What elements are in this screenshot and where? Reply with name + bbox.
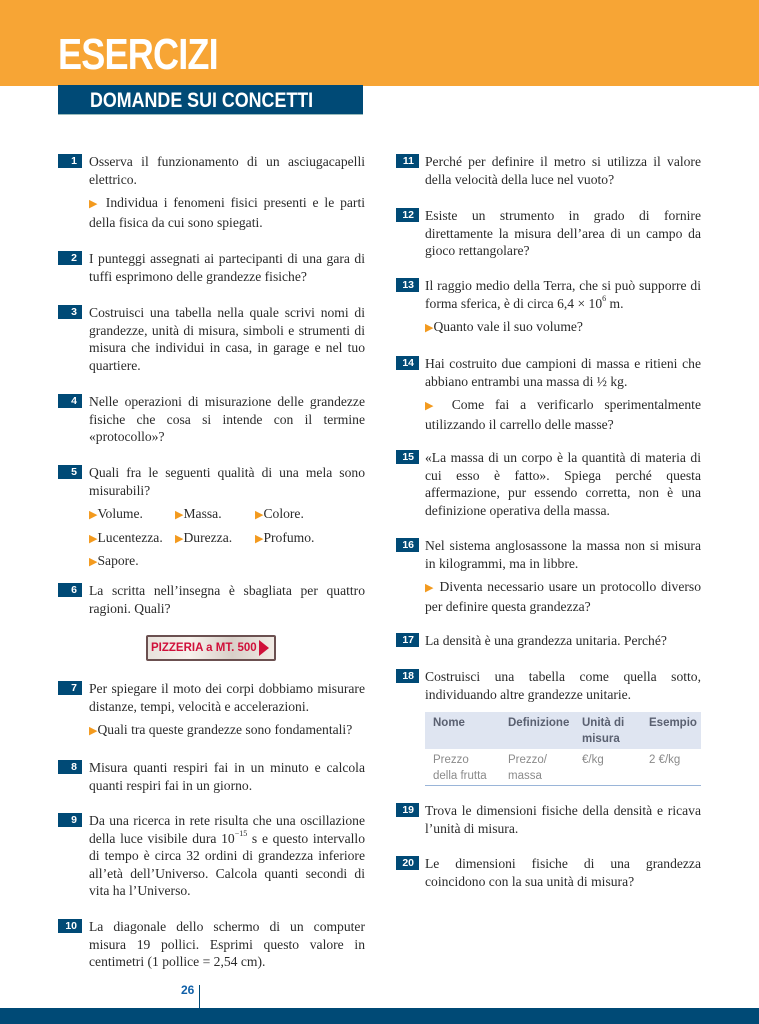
exercise-7 bbox=[71, 680, 365, 741]
sub-question bbox=[89, 721, 365, 741]
options-list bbox=[89, 505, 365, 572]
arrow-icon: ▶ bbox=[89, 198, 100, 211]
exercise-number: 13 bbox=[396, 278, 419, 292]
exercise-number: 7 bbox=[58, 681, 82, 695]
arrow-icon: ▶ bbox=[255, 509, 264, 522]
exercise-18 bbox=[402, 668, 701, 703]
exercise-14 bbox=[402, 355, 701, 433]
exercise-20 bbox=[402, 855, 701, 890]
arrow-icon: ▶ bbox=[255, 532, 264, 545]
page-number: 26 bbox=[181, 983, 195, 997]
unit-quantities-table bbox=[425, 712, 701, 786]
exercise-number: 3 bbox=[58, 305, 82, 319]
question-text: Hai costruito due campioni di massa e ritieni che abbiano entrambi una massa di ½ kg. bbox=[425, 356, 701, 389]
sub-question-text: Quanto vale il suo volume? bbox=[433, 319, 583, 335]
exercise-12 bbox=[402, 207, 701, 260]
question-text: Esiste un strumento in grado di fornire direttamente la misura dell’area di un campo da gioco rettangolare? bbox=[425, 208, 701, 259]
arrow-icon: ▶ bbox=[89, 556, 98, 569]
exercise-4 bbox=[71, 393, 365, 446]
exercise-number: 17 bbox=[396, 633, 419, 647]
exercise-number: 9 bbox=[58, 813, 82, 827]
sign-text: PIZZERIA a MT. 500 bbox=[151, 642, 257, 654]
question-text: La densità è una grandezza unitaria. Perché? bbox=[425, 633, 667, 648]
section-title: DOMANDE SUI CONCETTI bbox=[90, 89, 314, 112]
arrow-icon: ▶ bbox=[425, 322, 434, 335]
exercise-number: 6 bbox=[58, 583, 82, 597]
exercise-number: 5 bbox=[58, 465, 82, 479]
sub-question bbox=[425, 396, 701, 433]
table-cell: €/kg bbox=[574, 749, 641, 786]
exercise-6 bbox=[71, 582, 365, 617]
exercise-number: 2 bbox=[58, 251, 82, 265]
option: ▶Lucentezza. bbox=[89, 529, 163, 545]
sub-question-text: Quali tra queste grandezze sono fondamentali? bbox=[97, 722, 353, 738]
question-text: Costruisci una tabella come quella sotto, individuando altre grandezze unitarie. bbox=[425, 669, 701, 702]
exercise-11 bbox=[402, 153, 701, 188]
arrow-icon: ▶ bbox=[425, 582, 435, 595]
exercise-number: 14 bbox=[396, 356, 419, 370]
sub-question bbox=[89, 194, 365, 231]
question-text: Nelle operazioni di misurazione delle grandezze fisiche che cosa si intende con il termine «protocollo»? bbox=[89, 394, 365, 445]
exercise-number: 19 bbox=[396, 803, 419, 817]
arrow-icon: ▶ bbox=[175, 509, 184, 522]
column-header: Definizione bbox=[500, 712, 574, 749]
option: ▶Massa. bbox=[175, 506, 222, 522]
question-text: «La massa di un corpo è la quantità di materia di cui esso è fatto». Spiega perché questa affermazione, pur essendo corretta, non è una definizione operativa della massa. bbox=[425, 450, 701, 518]
option: ▶Durezza. bbox=[175, 529, 233, 545]
exercise-8 bbox=[71, 759, 365, 794]
question-text: Trova le dimensioni fisiche della densità e ricava l’unità di misura. bbox=[425, 803, 701, 836]
exercise-number: 16 bbox=[396, 538, 419, 552]
exercise-3 bbox=[71, 304, 365, 374]
exercise-number: 10 bbox=[58, 919, 82, 933]
exercise-1 bbox=[71, 153, 365, 231]
question-text: Il raggio medio della Terra, che si può supporre di forma sferica, è di circa $6,4 \times 10^6$ m. bbox=[425, 278, 701, 311]
sub-question bbox=[425, 578, 701, 615]
exercise-number: 8 bbox=[58, 760, 82, 774]
exercise-13 bbox=[402, 277, 701, 338]
exercise-number: 18 bbox=[396, 669, 419, 683]
question-text: Osserva il funzionamento di un asciugacapelli elettrico. bbox=[89, 154, 365, 187]
question-text: Le dimensioni fisiche di una grandezza coincidono con la sua unità di misura? bbox=[425, 856, 701, 889]
page-number-divider bbox=[199, 985, 200, 1009]
question-text: Da una ricerca in rete risulta che una oscillazione della luce visibile dura $10^{-15}$ s e questo intervallo di tempo è circa 32 ordini di grandezza inferiore all’età dell’Universo. Calcola quanti secondi di vita ha l’Universo. bbox=[89, 813, 365, 899]
option: ▶Sapore. bbox=[89, 553, 139, 569]
option: ▶Profumo. bbox=[255, 529, 315, 545]
table-cell: 2 €/kg bbox=[641, 749, 701, 786]
sub-question-text: Individua i fenomeni fisici presenti e le parti della fisica da cui sono spiegati. bbox=[89, 195, 365, 230]
exercise-number: 20 bbox=[396, 856, 419, 870]
exercise-9 bbox=[71, 812, 365, 900]
question-text: La scritta nell’insegna è sbagliata per quattro ragioni. Quali? bbox=[89, 583, 365, 616]
question-text: Per spiegare il moto dei corpi dobbiamo misurare distanze, tempi, velocità e accelerazioni. bbox=[89, 681, 365, 714]
exercise-number: 1 bbox=[58, 154, 82, 168]
table-row bbox=[425, 749, 701, 786]
question-text: I punteggi assegnati ai partecipanti di una gara di tuffi esprimono delle grandezze fisiche? bbox=[89, 251, 365, 284]
column-header: Nome bbox=[425, 712, 500, 749]
column-header: Esempio bbox=[641, 712, 701, 749]
exercise-number: 4 bbox=[58, 394, 82, 408]
page-title: ESERCIZI bbox=[58, 30, 218, 79]
arrow-icon: ▶ bbox=[175, 532, 184, 545]
exercise-19 bbox=[402, 802, 701, 837]
exercise-number: 12 bbox=[396, 208, 419, 222]
column-header: Unità di misura bbox=[574, 712, 641, 749]
exercise-number: 15 bbox=[396, 450, 419, 464]
exercise-5 bbox=[71, 464, 365, 572]
arrow-icon: ▶ bbox=[89, 532, 98, 545]
option: ▶Colore. bbox=[255, 506, 304, 522]
table-cell: Prezzo della frutta bbox=[425, 749, 500, 786]
sub-question bbox=[425, 318, 701, 338]
arrow-icon: ▶ bbox=[425, 400, 441, 413]
sub-question-text: Come fai a verificarlo sperimentalmente utilizzando il carrello delle masse? bbox=[425, 397, 701, 432]
exercise-10 bbox=[65, 918, 365, 971]
arrow-right-icon bbox=[259, 640, 269, 656]
question-text: Costruisci una tabella nella quale scrivi nomi di grandezze, unità di misura, simboli e strumenti di misura che individui in casa, in garage e nel tuo quartiere. bbox=[89, 305, 365, 373]
exercise-16 bbox=[402, 537, 701, 615]
exercise-17 bbox=[402, 632, 701, 650]
option: ▶Volume. bbox=[89, 506, 143, 522]
question-text: La diagonale dello schermo di un computer misura 19 pollici. Esprimi questo valore in centimetri (1 pollice = 2,54 cm). bbox=[89, 919, 365, 970]
question-text: Nel sistema anglosassone la massa non si misura in kilogrammi, ma in libbre. bbox=[425, 538, 701, 571]
exercise-15 bbox=[402, 449, 701, 519]
sub-question-text: Diventa necessario usare un protocollo diverso per definire questa grandezza? bbox=[425, 579, 701, 614]
exercise-number: 11 bbox=[396, 154, 419, 168]
question-text: Quali fra le seguenti qualità di una mela sono misurabili? bbox=[89, 465, 365, 498]
question-text: Perché per definire il metro si utilizza il valore della velocità della luce nel vuoto? bbox=[425, 154, 701, 187]
table-header-row bbox=[425, 712, 701, 749]
footer-band bbox=[0, 1008, 759, 1024]
arrow-icon: ▶ bbox=[89, 509, 98, 522]
exercise-2 bbox=[71, 250, 365, 285]
arrow-icon: ▶ bbox=[89, 725, 98, 738]
pizzeria-sign-image bbox=[146, 635, 276, 661]
table-cell: Prezzo/ massa bbox=[500, 749, 574, 786]
question-text: Misura quanti respiri fai in un minuto e calcola quanti respiri fai in un giorno. bbox=[89, 760, 365, 793]
